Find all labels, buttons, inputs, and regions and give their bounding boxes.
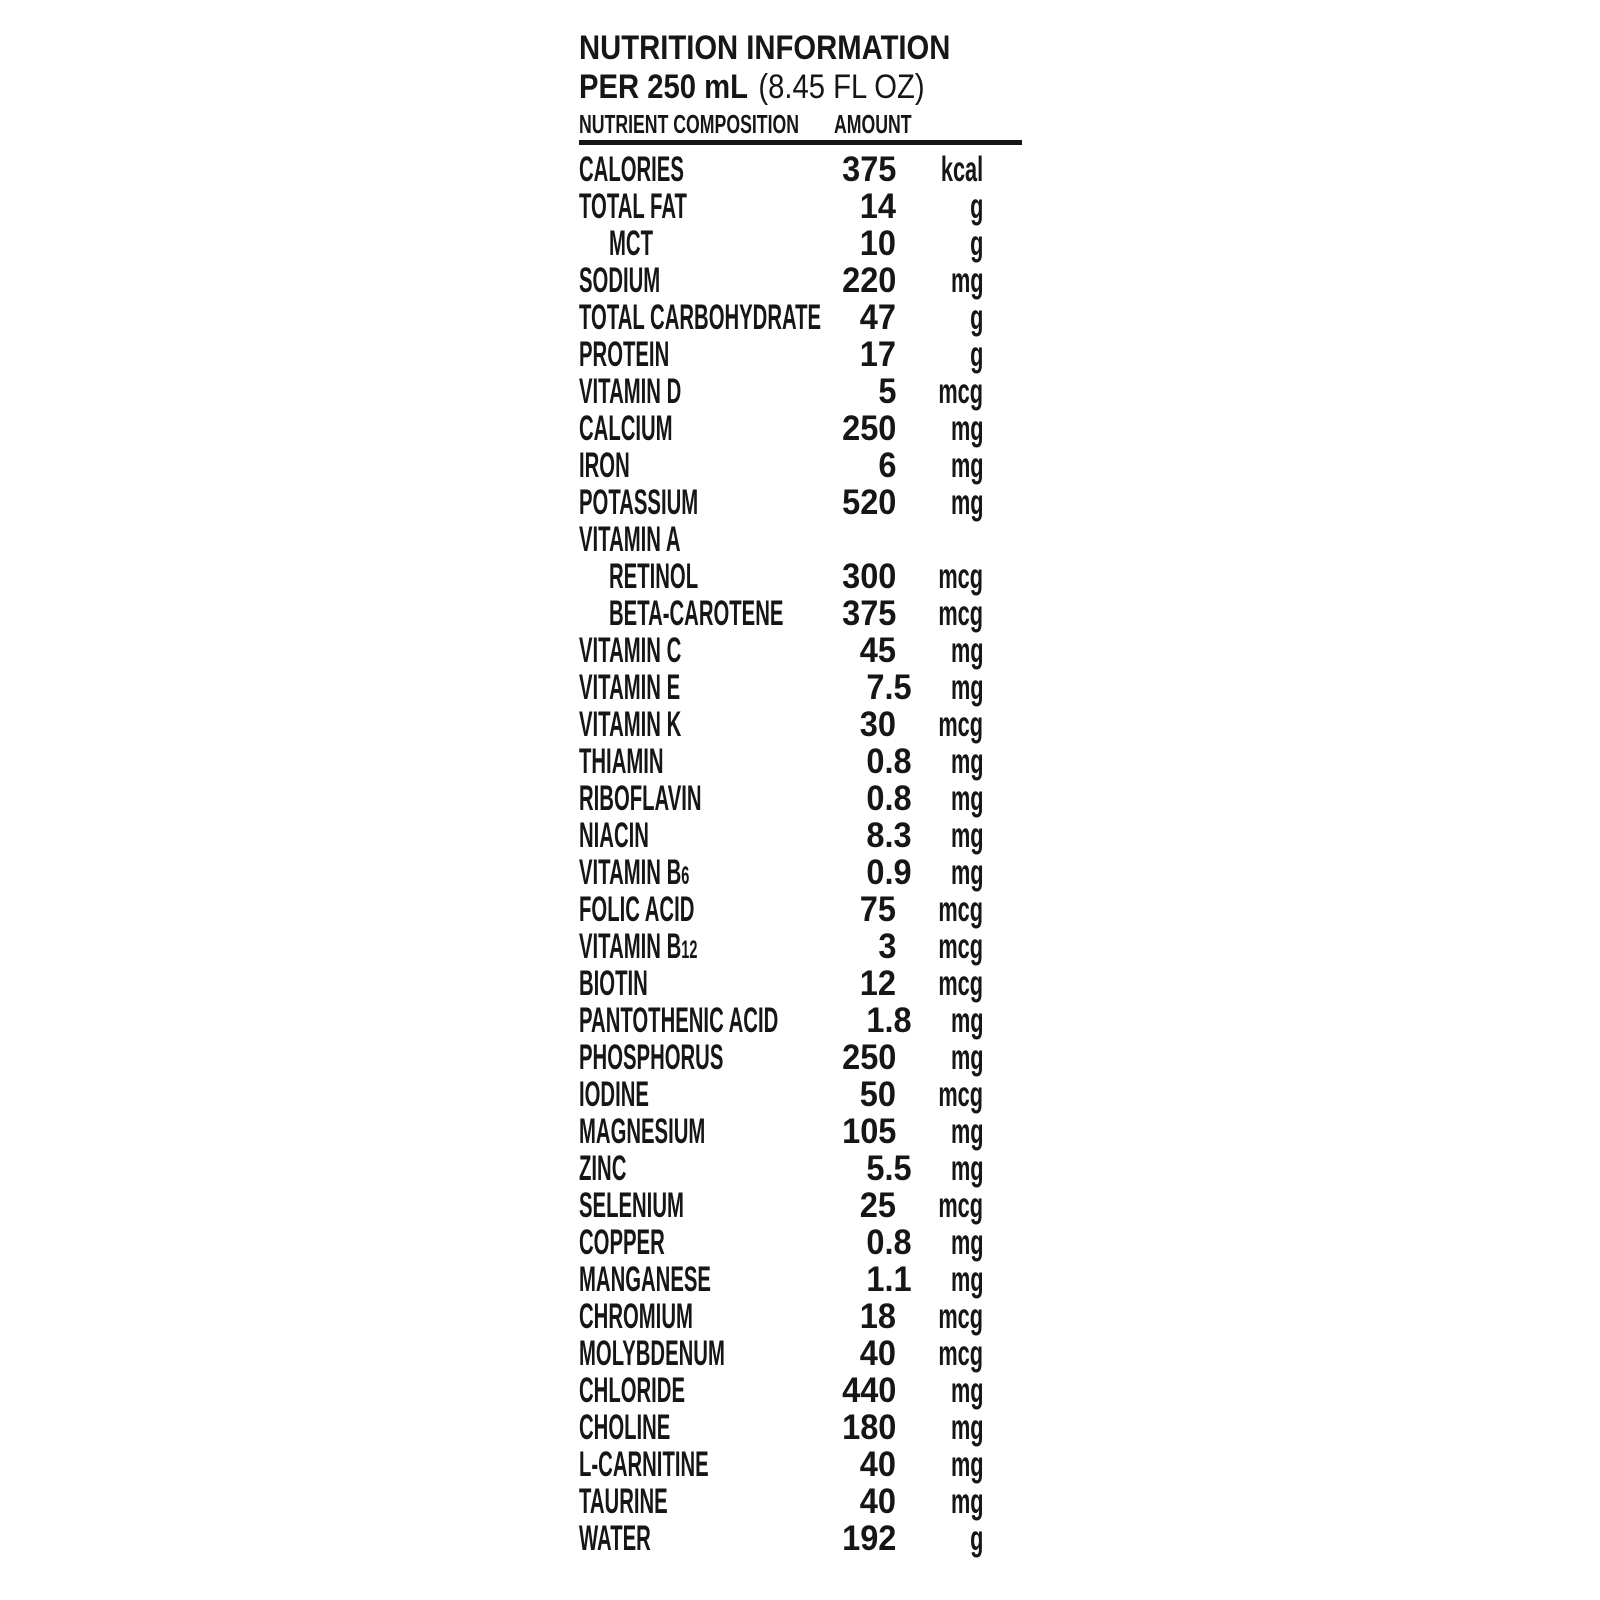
nutrient-unit: mcg — [938, 890, 983, 929]
nutrient-unit: mcg — [938, 557, 983, 596]
nutrient-unit: mg — [950, 483, 983, 522]
nutrient-amount: 50 — [859, 1075, 896, 1114]
nutrient-name: BETA-CAROTENE — [609, 594, 784, 633]
table-row — [579, 1520, 1022, 1557]
nutrient-name: PANTOTHENIC ACID — [579, 1001, 779, 1040]
nutrient-name: VITAMIN K — [579, 705, 682, 744]
nutrient-amount: 5.5 — [866, 1149, 912, 1188]
nutrient-amount: 375 — [841, 150, 896, 189]
nutrient-amount: 1.8 — [866, 1001, 912, 1040]
nutrient-unit: mcg — [938, 927, 983, 966]
nutrient-amount: 520 — [841, 483, 896, 522]
nutrient-unit: mg — [950, 816, 983, 855]
nutrient-amount: 220 — [841, 261, 896, 300]
table-row — [579, 373, 1022, 410]
table-row — [579, 521, 1022, 558]
nutrient-amount: 250 — [841, 409, 896, 448]
nutrient-name: MANGANESE — [579, 1260, 711, 1299]
nutrient-amount: 45 — [859, 631, 896, 670]
nutrient-amount: 180 — [841, 1408, 896, 1447]
table-row — [579, 336, 1022, 373]
nutrient-unit: mcg — [938, 964, 983, 1003]
nutrient-amount: 5 — [877, 372, 896, 411]
table-row — [579, 632, 1022, 669]
nutrient-unit: mg — [950, 742, 983, 781]
nutrient-name: MCT — [609, 224, 653, 263]
nutrient-name: CHROMIUM — [579, 1297, 693, 1336]
nutrition-label — [579, 28, 1022, 1557]
table-row — [579, 1409, 1022, 1446]
table-row — [579, 854, 1022, 891]
nutrient-amount: 375 — [841, 594, 896, 633]
table-row — [579, 188, 1022, 225]
table-row — [579, 743, 1022, 780]
nutrient-name: CALORIES — [579, 150, 684, 189]
nutrient-table — [579, 151, 1022, 1557]
column-header-amount: AMOUNT — [834, 109, 912, 139]
nutrient-name: BIOTIN — [579, 964, 648, 1003]
nutrient-name: TOTAL CARBOHYDRATE — [579, 298, 822, 337]
nutrient-amount: 47 — [859, 298, 896, 337]
serving-size: PER 250 mL — [579, 68, 749, 106]
nutrient-amount: 6 — [877, 446, 896, 485]
nutrient-amount: 192 — [841, 1519, 896, 1558]
table-row — [579, 595, 1022, 632]
nutrient-name: MAGNESIUM — [579, 1112, 706, 1151]
table-row — [579, 1372, 1022, 1409]
nutrient-name-subscript: 12 — [681, 936, 698, 964]
nutrient-amount: 10 — [859, 224, 896, 263]
nutrient-amount: 18 — [859, 1297, 896, 1336]
nutrient-name: VITAMIN B12 — [579, 927, 698, 966]
nutrient-amount: 7.5 — [866, 668, 912, 707]
nutrient-amount: 105 — [841, 1112, 896, 1151]
nutrient-unit: mg — [950, 1482, 983, 1521]
serving-size-line — [579, 68, 1022, 106]
nutrient-unit: mcg — [938, 594, 983, 633]
nutrient-name-subscript: 6 — [681, 862, 690, 890]
nutrient-name: TOTAL FAT — [579, 187, 687, 226]
nutrient-unit: mcg — [938, 705, 983, 744]
nutrition-title-text: NUTRITION INFORMATION — [579, 29, 951, 67]
nutrient-amount: 17 — [859, 335, 896, 374]
nutrient-name: NIACIN — [579, 816, 649, 855]
nutrient-amount: 0.8 — [866, 742, 912, 781]
nutrition-title — [579, 28, 1022, 68]
nutrient-unit: mg — [950, 1112, 983, 1151]
nutrient-name: TAURINE — [579, 1482, 668, 1521]
nutrient-unit: mcg — [938, 1334, 983, 1373]
table-row — [579, 891, 1022, 928]
nutrient-name: CHOLINE — [579, 1408, 671, 1447]
nutrient-name: VITAMIN D — [579, 372, 682, 411]
nutrient-unit: mcg — [938, 372, 983, 411]
table-row — [579, 1076, 1022, 1113]
nutrient-unit: mg — [950, 668, 983, 707]
nutrient-name: IRON — [579, 446, 630, 485]
nutrient-unit: g — [969, 224, 983, 263]
nutrient-amount: 14 — [859, 187, 896, 226]
nutrient-unit: mg — [950, 1223, 983, 1262]
nutrient-unit: g — [969, 335, 983, 374]
header-rule — [579, 140, 1022, 145]
nutrient-amount — [808, 521, 896, 558]
table-row — [579, 225, 1022, 262]
nutrient-unit: mg — [950, 261, 983, 300]
serving-size-note: (8.45 FL OZ) — [758, 68, 925, 106]
nutrient-unit: mg — [950, 409, 983, 448]
nutrient-amount: 300 — [841, 557, 896, 596]
table-row — [579, 1298, 1022, 1335]
nutrient-name: L-CARNITINE — [579, 1445, 709, 1484]
column-header-nutrient: NUTRIENT COMPOSITION — [579, 109, 800, 139]
nutrient-amount: 0.9 — [866, 853, 912, 892]
nutrient-amount: 3 — [877, 927, 896, 966]
nutrient-name: PHOSPHORUS — [579, 1038, 724, 1077]
nutrient-name: CALCIUM — [579, 409, 673, 448]
table-header — [579, 109, 1022, 139]
nutrient-name: MOLYBDENUM — [579, 1334, 725, 1373]
nutrient-unit: mg — [950, 779, 983, 818]
nutrient-name: PROTEIN — [579, 335, 670, 374]
nutrient-unit: mg — [950, 1260, 983, 1299]
table-row — [579, 1224, 1022, 1261]
nutrient-unit: mcg — [938, 1075, 983, 1114]
table-row — [579, 965, 1022, 1002]
nutrient-amount: 30 — [859, 705, 896, 744]
nutrient-amount: 40 — [859, 1334, 896, 1373]
nutrient-amount: 8.3 — [866, 816, 912, 855]
nutrient-amount: 440 — [841, 1371, 896, 1410]
table-row — [579, 1261, 1022, 1298]
nutrient-unit: mg — [950, 1001, 983, 1040]
table-row — [579, 669, 1022, 706]
table-row — [579, 1446, 1022, 1483]
table-row — [579, 558, 1022, 595]
table-row — [579, 484, 1022, 521]
table-row — [579, 706, 1022, 743]
nutrient-amount: 40 — [859, 1445, 896, 1484]
nutrient-name: RETINOL — [609, 557, 699, 596]
nutrient-name: VITAMIN C — [579, 631, 682, 670]
nutrient-unit: mg — [950, 1371, 983, 1410]
nutrient-amount: 40 — [859, 1482, 896, 1521]
nutrient-unit: kcal — [940, 150, 983, 189]
nutrient-name: VITAMIN A — [579, 520, 681, 559]
nutrient-unit: mg — [950, 853, 983, 892]
nutrient-amount: 0.8 — [866, 1223, 912, 1262]
table-row — [579, 1150, 1022, 1187]
nutrient-name: COPPER — [579, 1223, 665, 1262]
table-row — [579, 1483, 1022, 1520]
nutrient-amount: 75 — [859, 890, 896, 929]
nutrient-name: VITAMIN E — [579, 668, 681, 707]
nutrient-name: SODIUM — [579, 261, 661, 300]
nutrient-unit: mg — [950, 1408, 983, 1447]
nutrient-amount: 1.1 — [866, 1260, 912, 1299]
table-row — [579, 1039, 1022, 1076]
table-row — [579, 447, 1022, 484]
table-row — [579, 928, 1022, 965]
nutrient-amount: 250 — [841, 1038, 896, 1077]
nutrient-unit: mg — [950, 446, 983, 485]
nutrient-name: THIAMIN — [579, 742, 664, 781]
table-row — [579, 1335, 1022, 1372]
table-row — [579, 151, 1022, 188]
table-row — [579, 1002, 1022, 1039]
table-row — [579, 262, 1022, 299]
nutrient-unit: g — [969, 187, 983, 226]
nutrient-unit: mcg — [938, 1297, 983, 1336]
nutrient-name: RIBOFLAVIN — [579, 779, 702, 818]
nutrient-unit: g — [969, 298, 983, 337]
nutrient-unit: mg — [950, 631, 983, 670]
table-row — [579, 1113, 1022, 1150]
nutrient-unit: mg — [950, 1445, 983, 1484]
nutrient-amount: 25 — [859, 1186, 896, 1225]
nutrient-name: SELENIUM — [579, 1186, 684, 1225]
nutrient-name: FOLIC ACID — [579, 890, 695, 929]
nutrient-unit: mcg — [938, 1186, 983, 1225]
table-row — [579, 780, 1022, 817]
nutrient-name: WATER — [579, 1519, 651, 1558]
nutrient-name: CHLORIDE — [579, 1371, 686, 1410]
nutrient-amount: 12 — [859, 964, 896, 1003]
nutrient-name: IODINE — [579, 1075, 649, 1114]
table-row — [579, 410, 1022, 447]
nutrient-amount: 0.8 — [866, 779, 912, 818]
nutrient-name: POTASSIUM — [579, 483, 699, 522]
table-row — [579, 817, 1022, 854]
nutrient-unit: mg — [950, 1149, 983, 1188]
table-row — [579, 1187, 1022, 1224]
nutrient-name: ZINC — [579, 1149, 627, 1188]
nutrient-unit: mg — [950, 1038, 983, 1077]
nutrient-name: VITAMIN B6 — [579, 853, 690, 892]
table-row — [579, 299, 1022, 336]
nutrient-unit: g — [969, 1519, 983, 1558]
nutrient-unit — [896, 521, 983, 558]
